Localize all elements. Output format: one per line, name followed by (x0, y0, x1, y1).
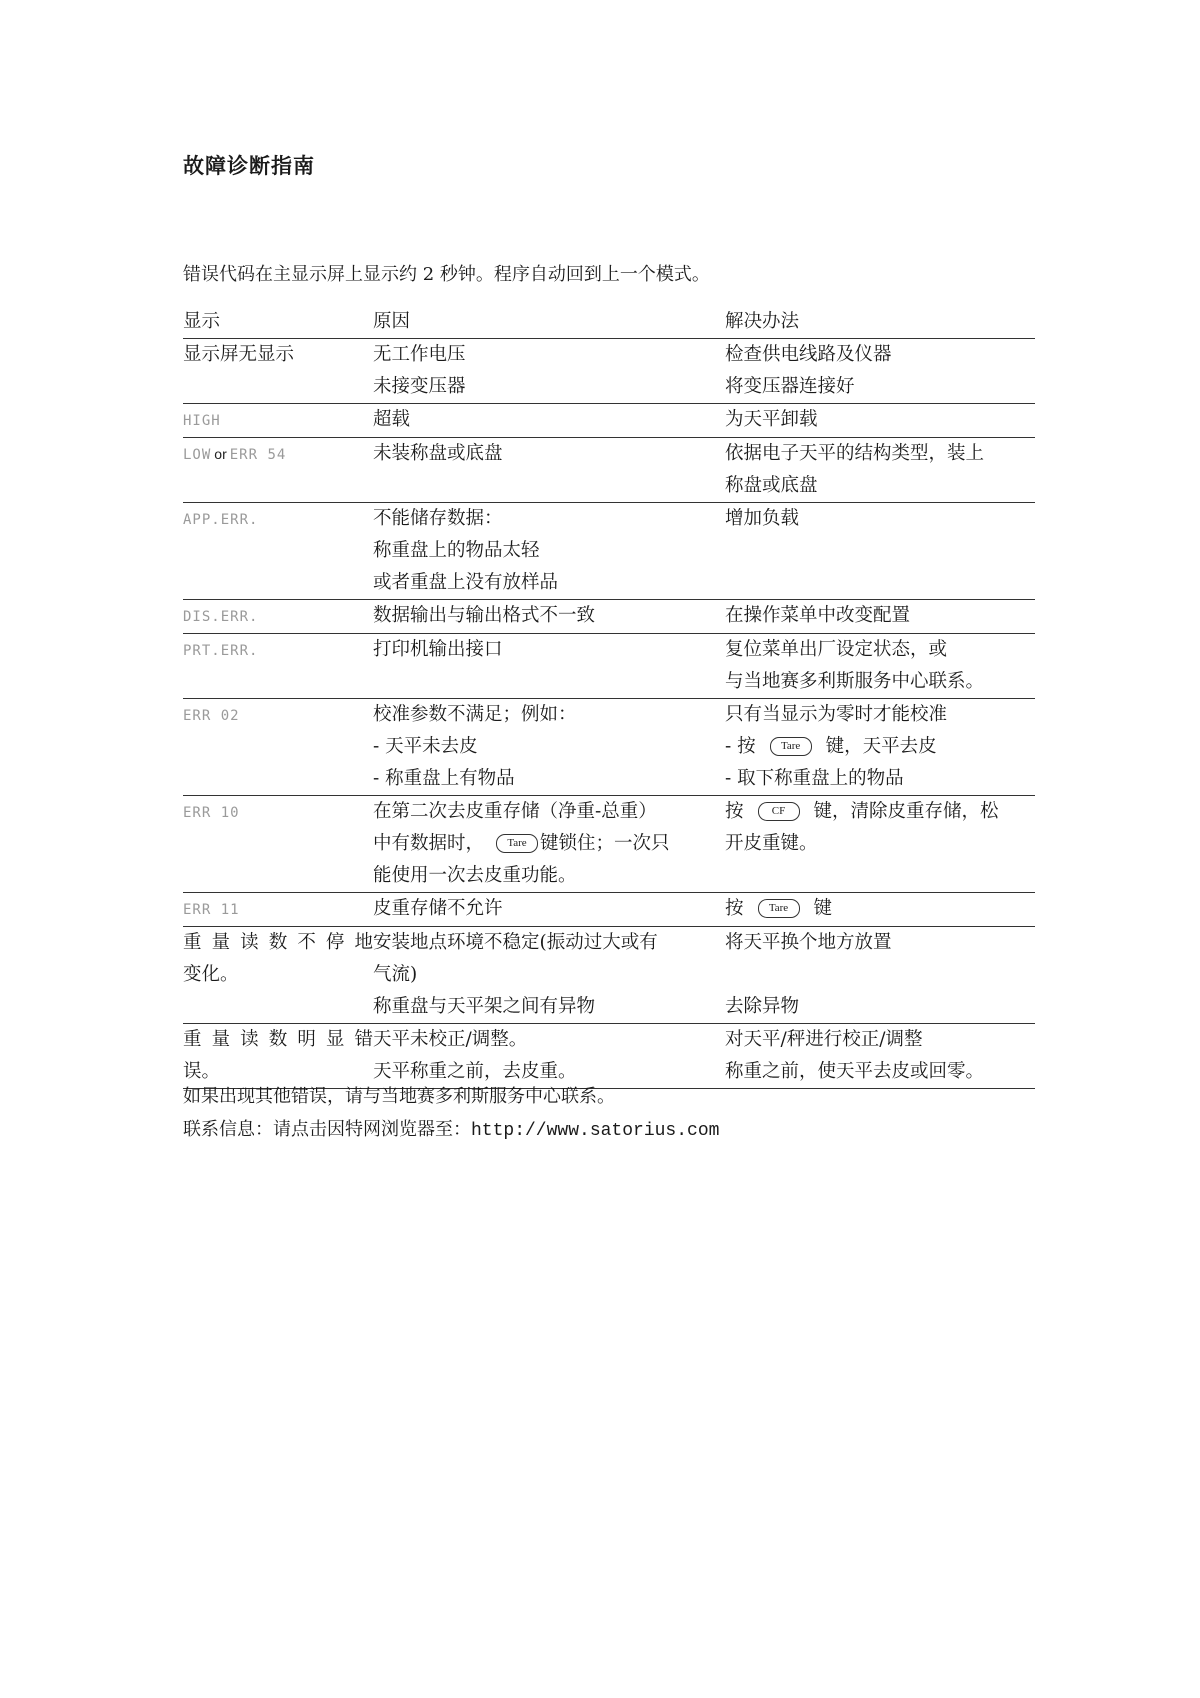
solution-cell (725, 600, 1035, 634)
tare-key-icon: Tare (770, 737, 812, 756)
header-display: 显示 (183, 306, 373, 339)
solution-line: 在操作菜单中改变配置 (725, 605, 911, 626)
table-row (183, 404, 1035, 438)
display-code: ERR 11 (183, 902, 240, 918)
cause-cell (373, 634, 725, 699)
solution-line (725, 959, 1035, 991)
cause-line: 气流) (373, 964, 418, 985)
solution-text: 键 (813, 898, 833, 919)
solution-cell (725, 503, 1035, 600)
cause-line: 不能储存数据： (373, 508, 503, 529)
display-code: APP.ERR. (183, 512, 259, 528)
display-cell (183, 893, 373, 927)
cause-line: 打印机输出接口 (373, 639, 503, 660)
solution-cell (725, 438, 1035, 503)
cause-cell (373, 796, 725, 893)
cause-cell (373, 1024, 725, 1089)
solution-line (725, 731, 1035, 763)
solution-line: 为天平卸载 (725, 409, 818, 430)
solution-line: 将天平换个地方放置 (725, 932, 892, 953)
solution-line: 称重之前，使天平去皮或回零。 (725, 1061, 985, 1082)
cause-line: 皮重存储不允许 (373, 898, 503, 919)
solution-line: 复位菜单出厂设定状态，或 (725, 639, 948, 660)
cause-line: 能使用一次去皮重功能。 (373, 865, 577, 886)
display-cell (183, 634, 373, 699)
display-line: 重量读数明显错 (183, 1029, 373, 1050)
solution-line (725, 893, 1035, 925)
display-code: ERR 54 (229, 447, 287, 463)
solution-line: 将变压器连接好 (725, 376, 855, 397)
display-code: ERR 02 (183, 708, 240, 724)
table-row (183, 796, 1035, 893)
diagnosis-table (183, 306, 1035, 1089)
solution-cell (725, 699, 1035, 796)
solution-cell (725, 339, 1035, 404)
cause-line: 称重盘上的物品太轻 (373, 540, 540, 561)
intro-text: 错误代码在主显示屏上显示约 2 秒钟。程序自动回到上一个模式。 (183, 264, 710, 285)
cause-text: 中有数据时， (373, 833, 485, 854)
cf-key-icon: CF (758, 802, 800, 821)
display-cell (183, 796, 373, 893)
solution-line: - 取下称重盘上的物品 (725, 768, 904, 789)
cause-line: 未接变压器 (373, 376, 466, 397)
display-code: LOW (183, 447, 212, 463)
footer-contact-label: 联系信息：请点击因特网浏览器至： (183, 1119, 471, 1140)
cause-line: 超载 (373, 409, 411, 430)
display-cell (183, 503, 373, 600)
display-cell (183, 404, 373, 438)
table-row (183, 438, 1035, 503)
solution-line: 增加负载 (725, 508, 800, 529)
table-row (183, 339, 1035, 404)
solution-cell (725, 796, 1035, 893)
display-cell (183, 699, 373, 796)
solution-line: 对天平/秤进行校正/调整 (725, 1029, 923, 1050)
website-link[interactable]: http://www.satorius.com (471, 1121, 720, 1141)
solution-line: 开皮重键。 (725, 833, 818, 854)
solution-line: 与当地赛多利斯服务中心联系。 (725, 671, 985, 692)
solution-line: 依据电子天平的结构类型，装上 (725, 443, 985, 464)
solution-cell (725, 634, 1035, 699)
cause-line: 未装称盘或底盘 (373, 443, 503, 464)
display-cell (183, 600, 373, 634)
solution-cell (725, 893, 1035, 927)
cause-cell (373, 404, 725, 438)
display-code: ERR 10 (183, 805, 240, 821)
display-line: 重量读数不停地 (183, 932, 373, 953)
display-cell (183, 1024, 373, 1089)
cause-cell (373, 503, 725, 600)
table-row (183, 699, 1035, 796)
cause-text: 键锁住；一次只 (540, 833, 670, 854)
solution-text: 键，清除皮重存储，松 (813, 801, 999, 822)
cause-line: 无工作电压 (373, 344, 466, 365)
cause-cell (373, 893, 725, 927)
table-row (183, 927, 1035, 1024)
footer-note: 如果出现其他错误，请与当地赛多利斯服务中心联系。 (183, 1086, 615, 1107)
cause-line (373, 828, 725, 860)
cause-line: 校准参数不满足；例如： (373, 704, 577, 725)
cause-line: 或者重盘上没有放样品 (373, 572, 559, 593)
table-row (183, 600, 1035, 634)
page-title: 故障诊断指南 (183, 153, 315, 178)
cause-cell (373, 339, 725, 404)
header-solution: 解决办法 (725, 306, 1035, 339)
solution-cell (725, 927, 1035, 1024)
solution-text: 键，天平去皮 (825, 736, 937, 757)
cause-line: - 天平未去皮 (373, 736, 478, 757)
display-line: 变化。 (183, 964, 239, 985)
solution-text: 按 (725, 801, 744, 822)
solution-line: 称盘或底盘 (725, 475, 818, 496)
solution-line (725, 796, 1035, 828)
cause-cell (373, 600, 725, 634)
display-code: DIS.ERR. (183, 609, 259, 625)
cause-line: 安装地点环境不稳定(振动过大或有 (373, 932, 658, 953)
cause-line: 称重盘与天平架之间有异物 (373, 996, 596, 1017)
tare-key-icon: Tare (496, 834, 538, 853)
solution-text: 按 (725, 898, 744, 919)
cause-cell (373, 438, 725, 503)
solution-line: 去除异物 (725, 996, 800, 1017)
header-cause: 原因 (373, 306, 725, 339)
cause-line: 天平称重之前，去皮重。 (373, 1061, 577, 1082)
table-header-row (183, 306, 1035, 339)
cause-line: 数据输出与输出格式不一致 (373, 605, 596, 626)
solution-line: 检查供电线路及仪器 (725, 344, 892, 365)
display-text: 显示屏无显示 (183, 344, 295, 365)
tare-key-icon: Tare (758, 899, 800, 918)
cause-line: - 称重盘上有物品 (373, 768, 515, 789)
footer-contact (183, 1115, 719, 1141)
solution-cell (725, 404, 1035, 438)
display-cell (183, 339, 373, 404)
display-or: or (214, 446, 227, 462)
display-code: PRT.ERR. (183, 643, 259, 659)
table-row (183, 893, 1035, 927)
solution-cell (725, 1024, 1035, 1089)
table-row (183, 503, 1035, 600)
table-row (183, 634, 1035, 699)
solution-line: 只有当显示为零时才能校准 (725, 704, 948, 725)
cause-line: 在第二次去皮重存储（净重-总重） (373, 801, 657, 822)
table-row (183, 1024, 1035, 1089)
display-line: 误。 (183, 1061, 221, 1082)
solution-text: - 按 (725, 736, 756, 757)
display-code: HIGH (183, 413, 221, 429)
cause-cell (373, 699, 725, 796)
display-cell (183, 927, 373, 1024)
cause-line: 天平未校正/调整。 (373, 1029, 528, 1050)
display-cell (183, 438, 373, 503)
cause-cell (373, 927, 725, 1024)
